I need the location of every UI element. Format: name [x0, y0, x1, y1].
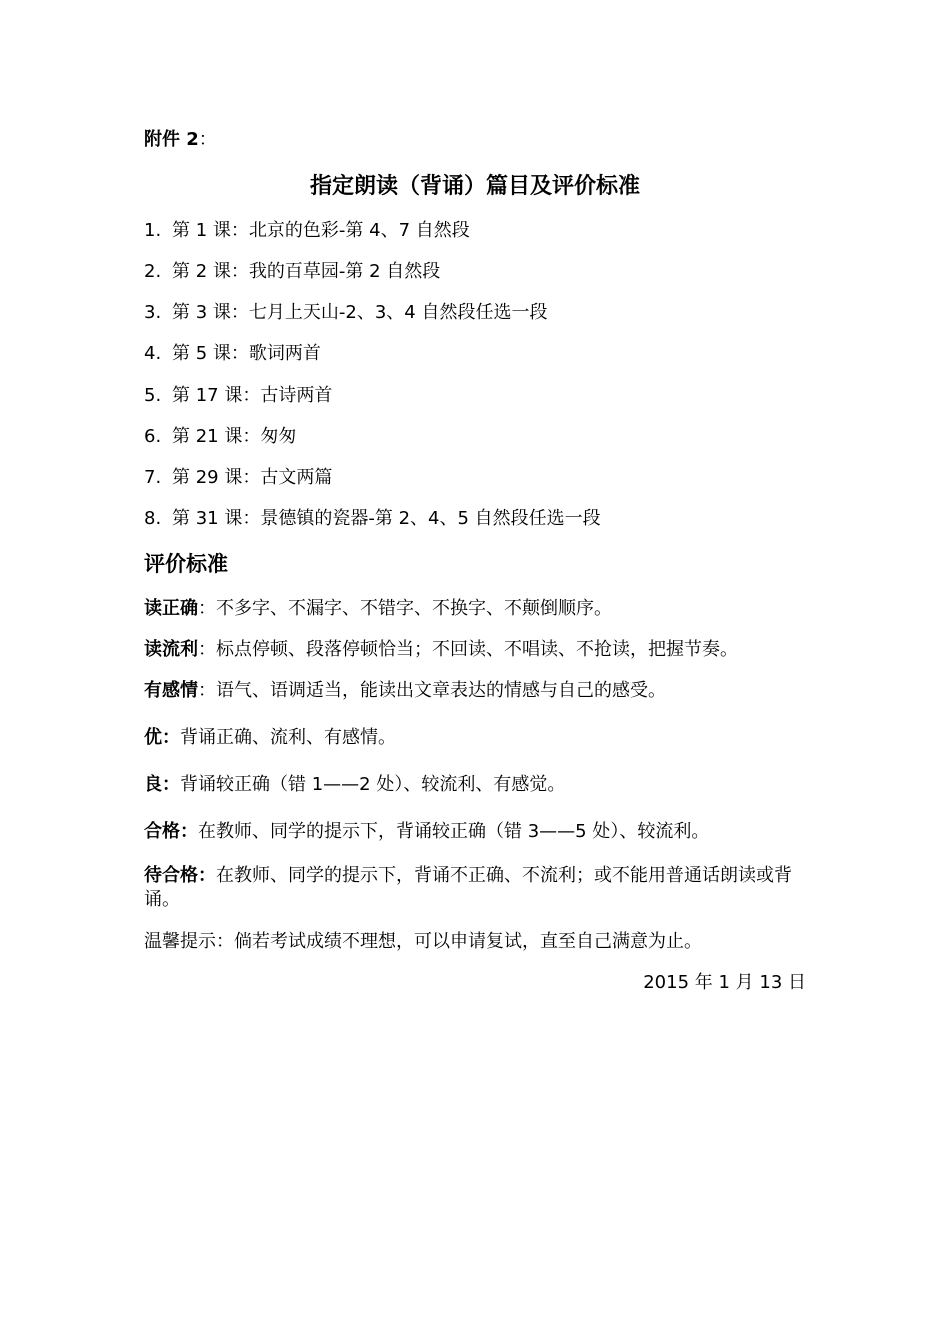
- criteria-label: 有感情: [144, 680, 198, 701]
- criteria-heading: 评价标准: [144, 552, 228, 576]
- criteria-item: [144, 597, 612, 621]
- list-item: [144, 507, 601, 531]
- list-item: [144, 425, 296, 449]
- list-item-text: 第 17 课：古诗两首: [172, 385, 333, 406]
- list-item-text: 第 21 课：匆匆: [172, 426, 297, 447]
- criteria-text: ：语气、语调适当，能读出文章表达的情感与自己的感受。: [198, 680, 666, 701]
- list-item: [144, 466, 332, 490]
- grade-label: 待合格：: [144, 865, 216, 886]
- list-item-text: 第 29 课：古文两篇: [172, 467, 333, 488]
- grade-text: 背诵较正确（错 1——2 处）、较流利、有感觉。: [180, 774, 566, 795]
- grade-text: 背诵正确、流利、有感情。: [180, 727, 396, 748]
- criteria-item: [144, 638, 738, 662]
- attachment-label: [144, 128, 217, 152]
- list-item-number: 8.: [144, 508, 162, 529]
- grade-label: 合格：: [144, 821, 198, 842]
- grade-item: [144, 864, 809, 912]
- attachment-label-text: 附件 2: [144, 129, 199, 150]
- grade-text: 在教师、同学的提示下，背诵较正确（错 3——5 处）、较流利。: [198, 821, 710, 842]
- tip-text: 温馨提示：倘若考试成绩不理想，可以申请复试，直至自己满意为止。: [144, 931, 702, 952]
- criteria-label: 读流利: [144, 639, 198, 660]
- list-item: [144, 384, 332, 408]
- list-item: [144, 219, 470, 243]
- attachment-label-colon: ：: [198, 129, 217, 150]
- list-item-text: 第 5 课：歌词两首: [172, 343, 321, 364]
- grade-label: 良：: [144, 774, 180, 795]
- criteria-text: ：标点停顿、段落停顿恰当；不回读、不唱读、不抢读，把握节奏。: [198, 639, 738, 660]
- list-item-number: 6.: [144, 426, 162, 447]
- list-item-number: 2.: [144, 261, 162, 282]
- list-item-number: 1.: [144, 220, 162, 241]
- list-item-text: 第 2 课：我的百草园-第 2 自然段: [172, 261, 441, 282]
- criteria-item: [144, 679, 666, 703]
- grade-item: [144, 726, 396, 750]
- grade-text: 在教师、同学的提示下，背诵不正确、不流利；或不能用普通话朗读或背诵。: [144, 865, 792, 910]
- grade-label: 优：: [144, 727, 180, 748]
- list-item-number: 7.: [144, 467, 162, 488]
- list-item-text: 第 1 课：北京的色彩-第 4、7 自然段: [172, 220, 470, 241]
- list-item: [144, 301, 547, 325]
- list-item-text: 第 31 课：景德镇的瓷器-第 2、4、5 自然段任选一段: [172, 508, 601, 529]
- list-item-number: 4.: [144, 343, 162, 364]
- grade-item: [144, 820, 709, 844]
- list-item: [144, 260, 440, 284]
- document-date: 2015 年 1 月 13 日: [643, 972, 806, 993]
- list-item-text: 第 3 课：七月上天山-2、3、4 自然段任选一段: [172, 302, 548, 323]
- list-item-number: 3.: [144, 302, 162, 323]
- list-item: [144, 342, 321, 366]
- document-title: 指定朗读（背诵）篇目及评价标准: [309, 174, 640, 199]
- criteria-label: 读正确: [144, 598, 198, 619]
- criteria-text: ：不多字、不漏字、不错字、不换字、不颠倒顺序。: [198, 598, 612, 619]
- grade-item: [144, 773, 565, 797]
- list-item-number: 5.: [144, 385, 162, 406]
